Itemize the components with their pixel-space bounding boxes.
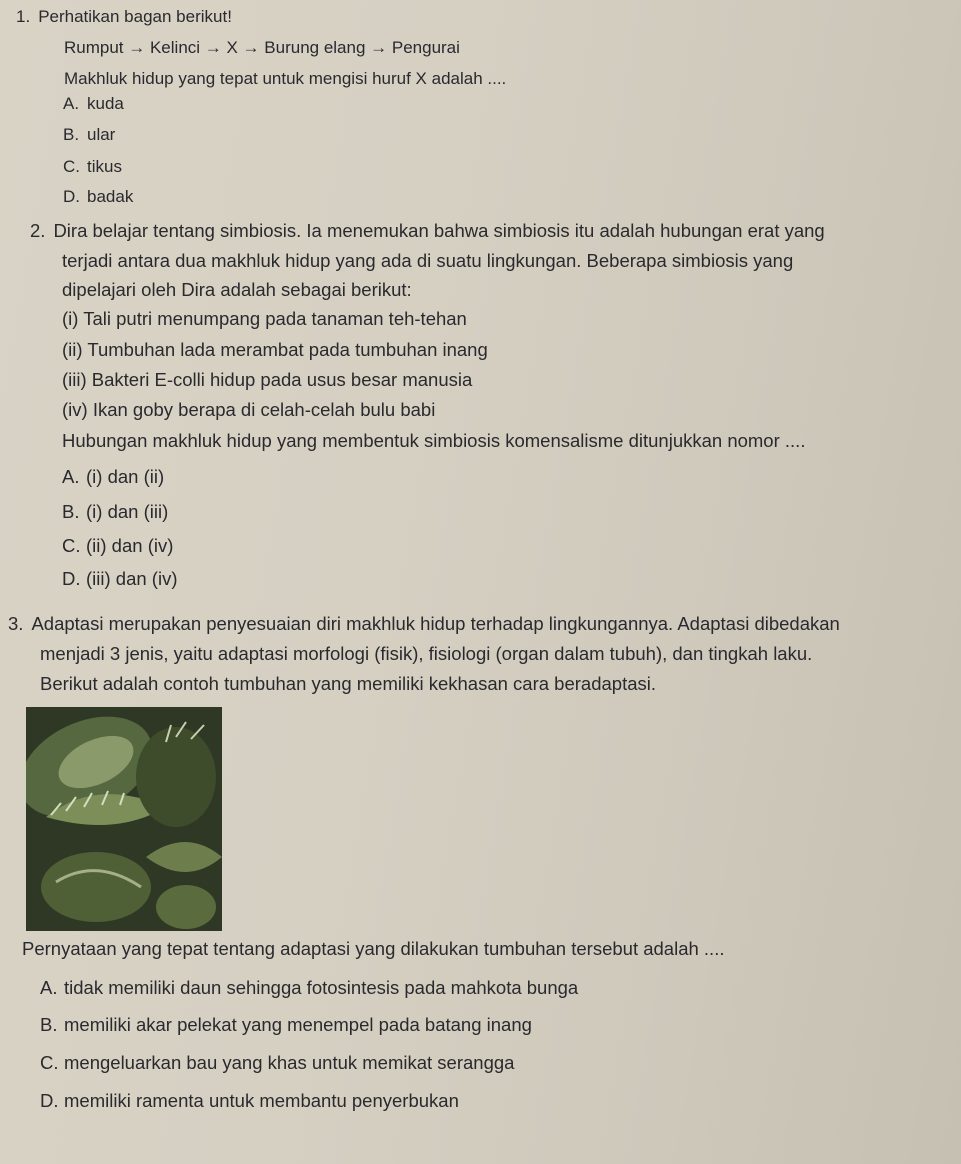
question-3-option-c[interactable]: C. mengeluarkan bau yang khas untuk memikat serangga (40, 1052, 515, 1073)
venus-flytrap-photo (26, 707, 222, 931)
question-3-para-line-3: Berikut adalah contoh tumbuhan yang memiliki kekhasan cara beradaptasi. (40, 673, 657, 694)
food-chain: Rumput → Kelinci → X → Burung elang → Pengurai (64, 38, 460, 57)
question-2-item-4: (iv) Ikan goby berapa di celah-celah bulu babi (62, 399, 436, 420)
question-1-prompt: Makhluk hidup yang tepat untuk mengisi huruf X adalah .... (64, 69, 507, 88)
question-3-option-a[interactable]: A. tidak memiliki daun sehingga fotosintesis pada mahkota bunga (40, 977, 579, 998)
question-2-prompt: Hubungan makhluk hidup yang membentuk simbiosis komensalisme ditunjukkan nomor .... (62, 430, 806, 451)
question-1-number: 1. (16, 7, 31, 26)
question-3-para-line-1: 3. Adaptasi merupakan penyesuaian diri makhluk hidup terhadap lingkungannya. Adaptasi dibedakan (8, 613, 840, 634)
question-2-option-a[interactable]: A. (i) dan (ii) (62, 466, 165, 487)
question-2-item-3: (iii) Bakteri E-colli hidup pada usus besar manusia (62, 369, 473, 390)
question-2-para-line-1: 2. Dira belajar tentang simbiosis. Ia menemukan bahwa simbiosis itu adalah hubungan erat yang (30, 220, 825, 241)
question-2-item-2: (ii) Tumbuhan lada merambat pada tumbuhan inang (62, 339, 488, 360)
question-2-option-c[interactable]: C. (ii) dan (iv) (62, 535, 174, 556)
question-3-option-b[interactable]: B. memiliki akar pelekat yang menempel pada batang inang (40, 1014, 532, 1035)
question-1-option-c[interactable]: C. tikus (63, 157, 122, 176)
question-3-option-d[interactable]: D. memiliki ramenta untuk membantu penyerbukan (40, 1090, 459, 1111)
question-2-option-d[interactable]: D. (iii) dan (iv) (62, 568, 178, 589)
question-3-prompt: Pernyataan yang tepat tentang adaptasi yang dilakukan tumbuhan tersebut adalah .... (22, 938, 725, 959)
question-2-para-line-2: terjadi antara dua makhluk hidup yang ada di suatu lingkungan. Beberapa simbiosis yang (62, 250, 794, 271)
question-1-option-b[interactable]: B. ular (63, 125, 116, 144)
question-3-number: 3. (8, 613, 24, 634)
question-2-option-b[interactable]: B. (i) dan (iii) (62, 501, 169, 522)
question-2-number: 2. (30, 220, 46, 241)
question-1-option-a[interactable]: A. kuda (63, 94, 124, 113)
question-3-para-line-2: menjadi 3 jenis, yaitu adaptasi morfologi (fisik), fisiologi (organ dalam tubuh), dan tingkah laku. (40, 643, 813, 664)
question-2-para-line-3: dipelajari oleh Dira adalah sebagai berikut: (62, 279, 412, 300)
question-1-header (16, 5, 232, 29)
question-1-heading: Perhatikan bagan berikut! (38, 7, 232, 26)
question-1-option-d[interactable]: D. badak (63, 187, 134, 206)
question-2-item-1: (i) Tali putri menumpang pada tanaman teh-tehan (62, 308, 467, 329)
